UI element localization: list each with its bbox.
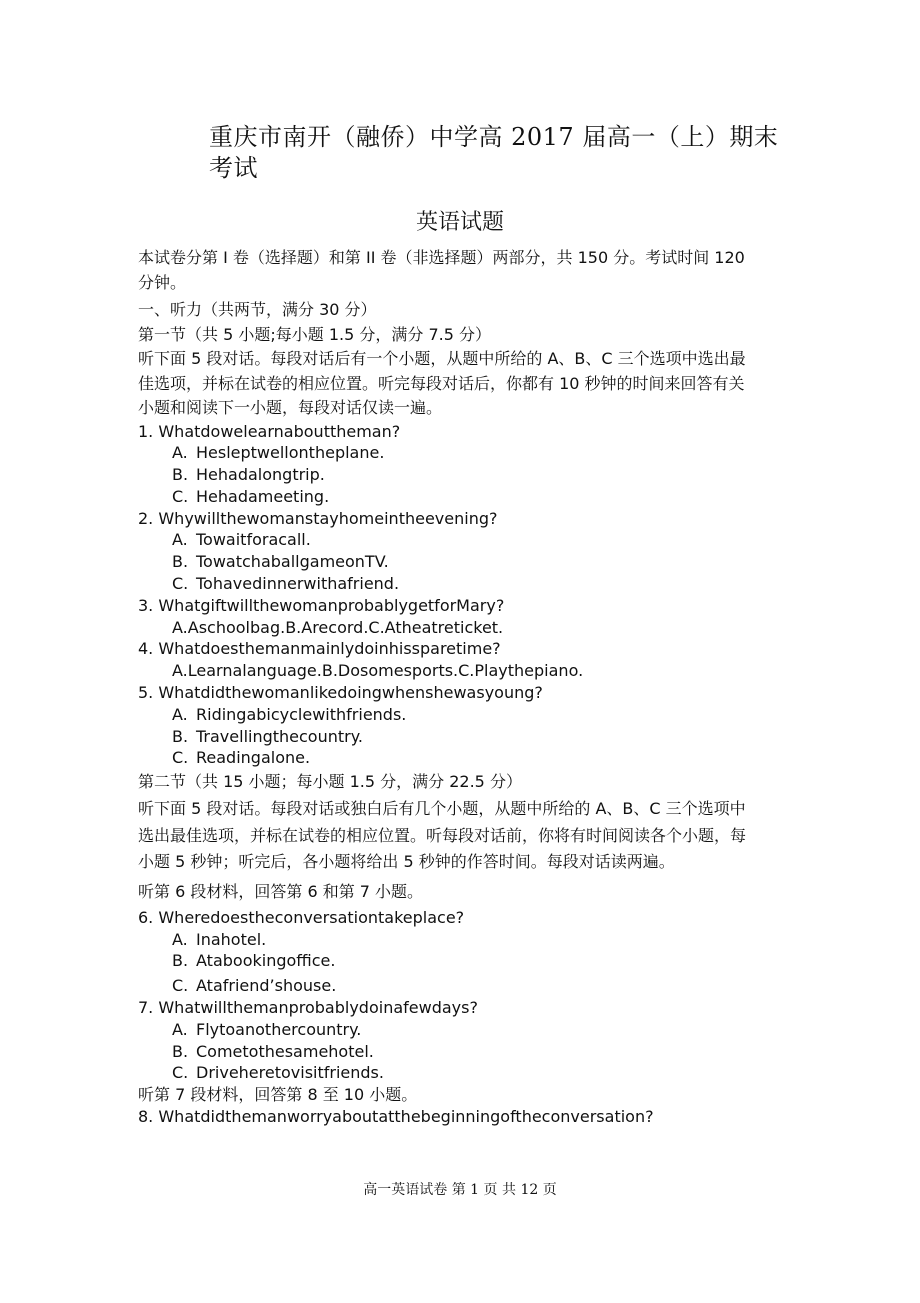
option-a: A. Hesleptwellontheplane.: [172, 443, 385, 463]
section2-instructions: 听下面 5 段对话。每段对话或独白后有几个小题，从题中所给的 A、B、C 三个选项中选出最佳选项，并标在试卷的相应位置。听每段对话前，你将有时间阅读各个小题，每小题 5 秒钟；听完后，各小题将给出 5 秒钟的作答时间。每段对话读两遍。: [138, 799, 747, 872]
exam-content: [138, 246, 758, 1128]
question-stem: 3. WhatgiftwillthewomanprobablygetforMary?: [138, 595, 505, 615]
inline-options: A.Learnalanguage.B.Dosomesports.C.Playthepiano.: [172, 661, 584, 681]
question-stem: 6. Wheredoestheconversationtakeplace?: [138, 907, 465, 927]
page-footer: 高一英语试卷 第 1 页 共 12 页: [363, 1182, 557, 1198]
option-a: A. Inahotel.: [172, 929, 267, 949]
material-7-heading: 听第 7 段材料，回答第 8 至 10 小题。: [138, 1085, 418, 1105]
question-stem: 7. Whatwillthemanprobablydoinafewdays?: [138, 997, 478, 1017]
option-b: B. TowatchaballgameonTV.: [172, 552, 389, 572]
option-a: A. Ridingabicyclewithfriends.: [172, 704, 407, 724]
option-c: C. Driveheretovisitfriends.: [172, 1063, 384, 1083]
inline-options: A.Aschoolbag.B.Arecord.C.Atheatreticket.: [172, 617, 504, 637]
option-a: A. Towaitforacall.: [172, 530, 311, 550]
option-c: C. Atafriend’shouse.: [172, 976, 337, 996]
question-stem: 8. Whatdidthemanworryaboutatthebeginningoftheconversation?: [138, 1106, 654, 1126]
option-b: B. Hehadalongtrip.: [172, 465, 325, 485]
question-stem: 1. Whatdowelearnabouttheman?: [138, 421, 401, 441]
option-a: A. Flytoanothercountry.: [172, 1019, 362, 1039]
page-subtitle: 英语试题: [415, 210, 504, 235]
option-c: C. Readingalone.: [172, 748, 311, 768]
option-c: C. Hehadameeting.: [172, 486, 330, 506]
part1-heading: 一、听力（共两节，满分 30 分）: [138, 300, 377, 319]
question-stem: 2. Whywillthewomanstayhomeintheevening?: [138, 508, 498, 528]
exam-intro: 本试卷分第 I 卷（选择题）和第 II 卷（非选择题）两部分，共 150 分。考试时间 120 分钟。: [138, 248, 745, 292]
option-b: B. Cometothesamehotel.: [172, 1041, 374, 1061]
option-c: C. Tohavedinnerwithafriend.: [172, 574, 400, 594]
option-b: B. Atabookingoffice.: [172, 951, 336, 971]
option-b: B. Travellingthecountry.: [172, 726, 363, 746]
section1-heading: 第一节（共 5 小题;每小题 1.5 分，满分 7.5 分）: [138, 324, 491, 344]
question-stem: 5. Whatdidthewomanlikedoingwhenshewasyoung?: [138, 683, 543, 703]
section1-instructions: 听下面 5 段对话。每段对话后有一个小题，从题中所给的 A、B、C 三个选项中选出最佳选项，并标在试卷的相应位置。听完每段对话后，你都有 10 秒钟的时间来回答有关小题和阅读下一小题，每段对话仅读一遍。: [138, 349, 746, 417]
question-stem: 4. Whatdoesthemanmainlydoinhissparetime?: [138, 639, 501, 659]
page-title: 重庆市南开（融侨）中学高 2017 届高一（上）期末考试: [209, 123, 779, 182]
section2-heading: 第二节（共 15 小题；每小题 1.5 分，满分 22.5 分）: [138, 772, 522, 792]
material-6-heading: 听第 6 段材料，回答第 6 和第 7 小题。: [138, 881, 424, 901]
